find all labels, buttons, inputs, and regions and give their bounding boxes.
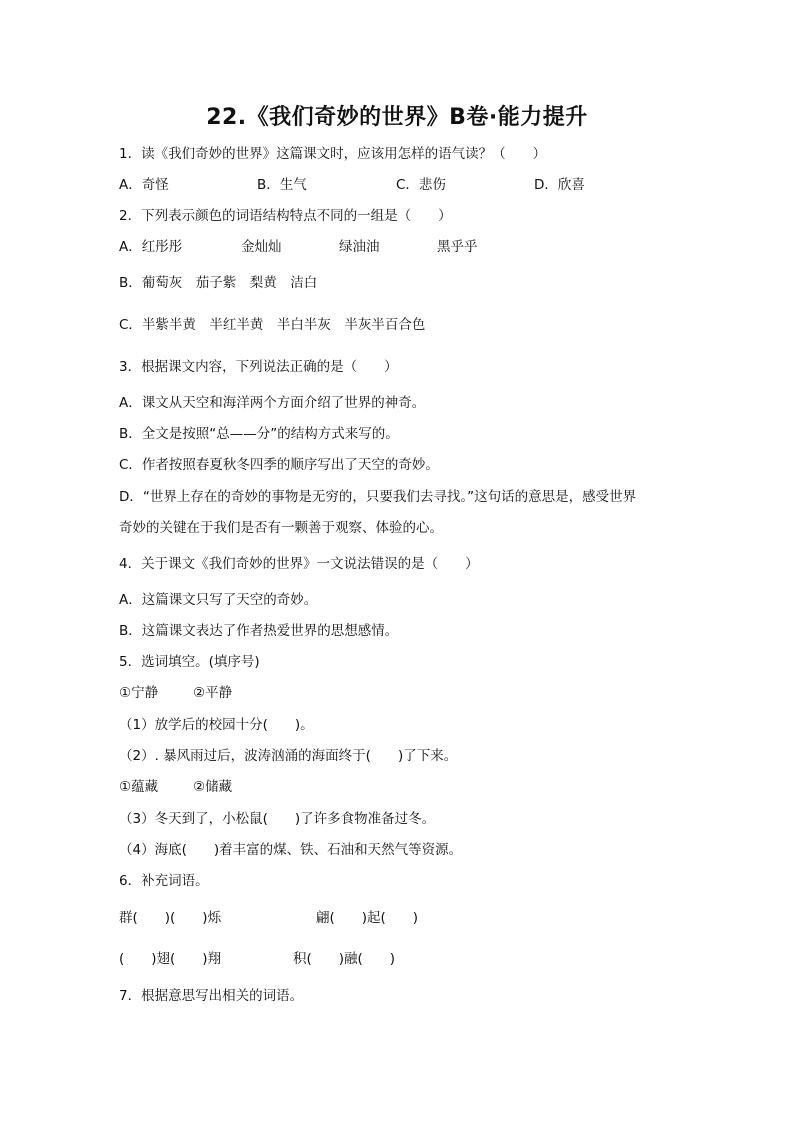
question-4-stem: 4．关于课文《我们奇妙的世界》一文说法错误的是（ ） xyxy=(119,556,479,572)
question-5-sentence-1: （1）放学后的校园十分( )。 xyxy=(119,717,314,733)
word-choice-1: ①宁静 xyxy=(119,685,159,701)
question-5-sentence-3: （3）冬天到了，小松鼠( )了许多食物准备过冬。 xyxy=(119,811,436,827)
question-6-stem: 6．补充词语。 xyxy=(119,873,209,889)
option-a-word-4: 黑乎乎 xyxy=(437,239,478,255)
question-7-stem: 7．根据意思写出相关的词语。 xyxy=(119,988,304,1004)
question-4-option-b: B．这篇课文表达了作者热爱世界的思想感情。 xyxy=(119,623,399,639)
question-4-option-a: A．这篇课文只写了天空的奇妙。 xyxy=(119,592,318,608)
option-a-word-3: 绿油油 xyxy=(339,239,380,255)
question-5-stem: 5．选词填空。(填序号) xyxy=(119,654,260,670)
option-a-word-1: A．红彤彤 xyxy=(119,239,183,255)
question-5-sentence-2: （2）. 暴风雨过后，波涛汹涌的海面终于( )了下来。 xyxy=(119,748,458,764)
word-choice-2: ②平静 xyxy=(193,685,233,701)
question-2-option-c: C．半紫半黄 半红半黄 半白半灰 半灰半百合色 xyxy=(119,317,426,333)
option-d: D．欣喜 xyxy=(534,177,585,193)
idiom-blank-4: 积( )融( ) xyxy=(293,951,396,967)
question-3-option-d-line-2: 奇妙的关键在于我们是否有一颗善于观察、体验的心。 xyxy=(119,520,443,536)
question-3-stem: 3．根据课文内容，下列说法正确的是（ ） xyxy=(119,359,398,375)
option-c: C．悲伤 xyxy=(396,177,446,193)
question-3-option-d-line-1: D．“世界上存在的奇妙的事物是无穷的，只要我们去寻找。”这句话的意思是，感受世界 xyxy=(119,489,637,505)
page-title: 22.《我们奇妙的世界》B卷·能力提升 xyxy=(206,105,588,130)
question-1-stem: 1．读《我们奇妙的世界》这篇课文时，应该用怎样的语气读？（ ） xyxy=(119,146,547,162)
option-a: A．奇怪 xyxy=(119,177,169,193)
idiom-blank-3: ( )翅( )翔 xyxy=(119,951,222,967)
word-choice-2: ②储藏 xyxy=(193,779,233,795)
question-2-stem: 2．下列表示颜色的词语结构特点不同的一组是（ ） xyxy=(119,208,452,224)
option-b: B．生气 xyxy=(257,177,307,193)
question-5-sentence-4: （4）海底( )着丰富的煤、铁、石油和天然气等资源。 xyxy=(119,842,463,858)
question-2-option-b: B．葡萄灰 茄子紫 梨黄 洁白 xyxy=(119,275,318,291)
word-choice-1: ①蕴藏 xyxy=(119,779,159,795)
question-3-option-c: C．作者按照春夏秋冬四季的顺序写出了天空的奇妙。 xyxy=(119,457,439,473)
question-3-option-a: A．课文从天空和海洋两个方面介绍了世界的神奇。 xyxy=(119,395,426,411)
idiom-blank-1: 群( )( )烁 xyxy=(119,910,222,926)
option-a-word-2: 金灿灿 xyxy=(241,239,282,255)
question-3-option-b: B．全文是按照“总——分”的结构方式来写的。 xyxy=(119,426,399,442)
idiom-blank-2: 翩( )起( ) xyxy=(316,910,419,926)
